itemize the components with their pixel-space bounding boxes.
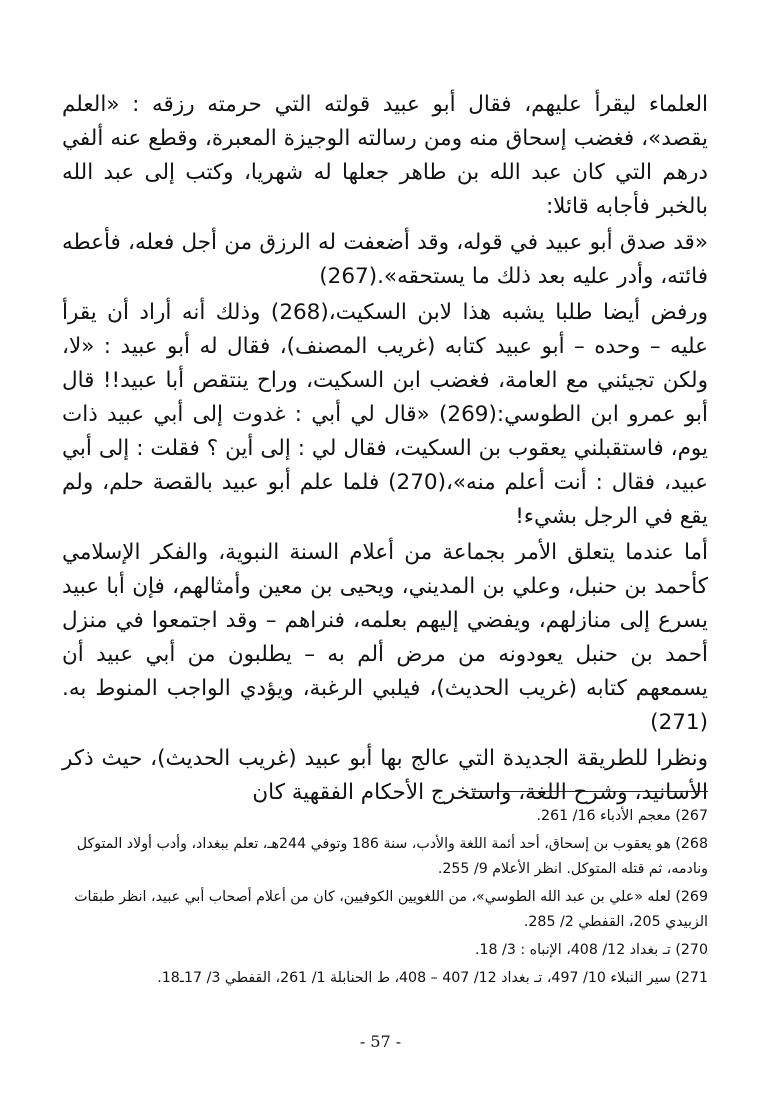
page-content <box>62 88 708 986</box>
footnote-267: 267) معجم الأدباء 16/ 261. <box>536 808 708 824</box>
paragraph-5: ونظرا للطريقة الجديدة التي عالج بها أبو عبيد (غريب الحديث)، حيث ذكر الأسانيد، وشرح اللغة، واستخرج الأحكام الفقهية كان <box>62 746 708 805</box>
footnote-separator <box>472 791 708 792</box>
paragraph-3: ورفض أيضا طلبا يشبه هذا لابن السكيت،(268) وذلك أنه أراد أن يقرأ عليه – وحده – أبو عبيد كتابه (غريب المصنف)، فقال له أبو عبيد : «لا، ولكن تجيئني مع العامة، فغضب ابن السكيت، وراح ينتقص أبا عبيد!! قال أبو عمرو ابن الطوسي:(269) «قال لي أبي : غدوت إلى أبي عبيد ذات يوم، فاستقبلني يعقوب بن السكيت، فقال لي : إلى أين ؟ فقلت : إلى أبي عبيد، فقال : أنت أعلم منه»،(270) فلما علم أبو عبيد بالقصة حلم، ولم يقع في الرجل بشيء! <box>62 300 708 529</box>
footnote-269: 269) لعله «علي بن عبد الله الطوسي»، من اللغويين الكوفيين، كان من أعلام أصحاب أبي عبيد، انظر طبقات الزبيدي 205، القفطي 2/ 285. <box>74 889 708 930</box>
paragraph-4: أما عندما يتعلق الأمر بجماعة من أعلام السنة النبوية، والفكر الإسلامي كأحمد بن حنبل، وعلي بن المديني، ويحيى بن معين وأمثالهم، فإن أبا عبيد يسرع إلى منازلهم، ويفضي إليهم بعلمه، فنراهم – وقد اجتمعوا في منزل أحمد بن حنبل يعودونه من مرض ألم به – يطلبون من أبي عبيد أن يسمعهم كتابه (غريب الحديث)، فيلبي الرغبة، ويؤدي الواجب المنوط به.(271) <box>62 540 708 735</box>
footnote-270: 270) تـ بغداد 12/ 408، الإنباه : 3/ 18. <box>474 942 708 958</box>
body-text <box>62 88 708 810</box>
footnotes <box>62 804 708 994</box>
footnote-268: 268) هو يعقوب بن إسحاق، أحد أئمة اللغة والأدب، سنة 186 وتوفي 244هـ، تعلم ببغداد، وأدب أولاد المتوكل ونادمه، ثم قتله المتوكل. انظر الأعلام 9/ 255. <box>76 836 708 877</box>
footnote-271: 271) سير النبلاء 10/ 497، تـ بغداد 12/ 407 – 408، ط الحنابلة 1/ 261، القفطي 3/ 17ـ18. <box>157 970 708 986</box>
paragraph-1: العلماء ليقرأ عليهم، فقال أبو عبيد قولته التي حرمته رزقه : «العلم يقصد»، فغضب إسحاق منه ومن رسالته الوجيزة المعبرة، وقطع عنه ألفي درهم التي كان عبد الله بن طاهر جعلها له شهريا، وكتب إلى عبد الله بالخبر فأجابه قائلا: <box>62 92 708 219</box>
page-number: - 57 - <box>359 1032 402 1051</box>
paragraph-2-quote: «قد صدق أبو عبيد في قوله، وقد أضعفت له الرزق من أجل فعله، فأعطه فائته، وأدر عليه بعد ذلك ما يستحقه».(267) <box>62 230 708 289</box>
